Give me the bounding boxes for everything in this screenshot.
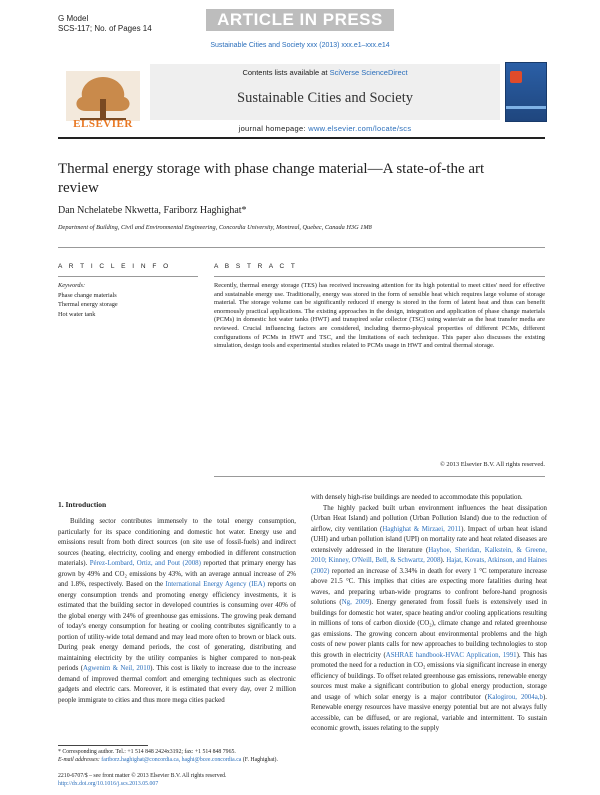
keyword-item: Thermal energy storage xyxy=(58,301,118,308)
cover-band xyxy=(506,106,546,109)
text-run: ). Renewable energy resources have massive energy potential but are not always fully accessible, can be diffused, or are regional, variable and intermittent. To sustain economic growth, issues relating to the supply xyxy=(311,693,547,732)
keyword-item: Hot water tank xyxy=(58,310,96,318)
corresponding-footnote xyxy=(58,748,296,764)
page-count: No. of Pages 14 xyxy=(94,24,152,33)
article-authors: Dan Nchelatebe Nkwetta, Fariborz Haghighat* xyxy=(58,205,247,216)
email-label: E-mail addresses: xyxy=(58,757,102,763)
keywords-block xyxy=(58,281,118,319)
paragraph: with densely high-rise buildings are needed to accommodate this population. xyxy=(311,494,523,501)
journal-homepage xyxy=(150,124,500,133)
corresponding-author: * Corresponding author. Tel.: +1 514 848 2424x3192; fax: +1 514 848 7965. xyxy=(58,749,236,755)
running-header xyxy=(58,14,152,34)
text-run: ). Energy generated from fossil fuels is extensively used in buildings for domestic hot water, space heating and/or cooling applications resulting in millions of tons of carbon dioxide (CO₂), climate change and related greenhouse gas emissions. The growing concern about environmental problems and the high costs of new power plants calls for new approaches to building technologies to stop this growth in electricity ( xyxy=(311,599,547,659)
article-title: Thermal energy storage with phase change material—A state-of-the art review xyxy=(58,161,485,196)
abstract-heading: A B S T R A C T xyxy=(214,263,298,270)
text-run: ). Impact of urban heat island (UHI) and urban pollution island (UPI) on mortality rate and heat related diseases are extensively addressed in the literature ( xyxy=(311,525,547,554)
citation-link[interactable]: Haghighat & Mirzaei, 2011 xyxy=(382,525,462,533)
text-run: ). xyxy=(440,557,447,564)
homepage-prefix: journal homepage: xyxy=(238,124,309,133)
citation-link[interactable]: Hayhoe, Sheridan, Kalkstein, & Greene, 2010; Kinney, O'Neill, Bell, & Schwartz, 2008 xyxy=(311,546,547,564)
homepage-link[interactable]: www.elsevier.com/locate/scs xyxy=(308,124,412,133)
journal-reference[interactable]: Sustainable Cities and Society xxx (2013) xxx.e1–xxx.e14 xyxy=(210,42,390,49)
citation-link[interactable]: Ng, 2009 xyxy=(341,599,370,606)
citation-link[interactable]: Pérez-Lombard, Ortiz, and Pout (2008) xyxy=(89,560,201,567)
contents-prefix: Contents lists available at xyxy=(242,68,330,77)
citation-link[interactable]: Kalogirou, 2004a,b xyxy=(487,693,543,701)
citation-link[interactable]: Agwenim & Neil, 2010 xyxy=(83,665,151,672)
article-in-press-banner: ARTICLE IN PRESS xyxy=(206,9,394,31)
sciencedirect-link[interactable]: SciVerse ScienceDirect xyxy=(329,68,408,77)
citation-link[interactable]: Hajat, Kovats, Atkinson, and Haines (2002) xyxy=(311,557,547,575)
text-run: Building sector contributes immensely to the total energy consumption, particularly for its space conditioning and domestic hot water. Energy use and emissions result from both direct sources (on site use of fossil-fuels) and indirect sources (heating, electricity, cooling and energy embodied in different construction materials). xyxy=(58,518,296,567)
contents-line xyxy=(150,68,500,77)
journal-cover-image xyxy=(505,62,547,122)
issn-line: 2210-6707/$ – see front matter © 2013 Elsevier B.V. All rights reserved. xyxy=(58,773,227,779)
publisher-name: ELSEVIER xyxy=(73,118,133,130)
author-affiliation: Department of Building, Civil and Environmental Engineering, Concordia University, Montreal, Quebec, Canada H3G 1M8 xyxy=(58,224,372,231)
abstract-bottom-divider xyxy=(214,476,545,477)
issn-footnote xyxy=(58,772,296,788)
manuscript-info xyxy=(58,24,152,34)
citation-link[interactable]: International Energy Agency (IEA) xyxy=(165,581,266,588)
text-run: reported an increase of 3.34% in death for every 1 °C temperature increase above 21.5 °C. This implies that cities are expecting more fatalities during heat waves, and preparing urban-wide programs to confront before-hand prognosis solutions ( xyxy=(311,567,547,606)
title-divider xyxy=(58,247,545,248)
text-run: reports on energy consumption trends and promoting energy efficiency investments, it is estimated that the building sector in developed countries is consuming over 40% of the global energy with 24% of greenhouse gas emissions. The growing peak demand of today's energy consumption for heating or cooling contributes significantly to a portion of utility-wide total demand and may lead more often to brown or black outs. During peak energy demand periods, the cost of generating, distributing and maintaining electricity by the utility companies is higher compared to non-peak periods ( xyxy=(58,581,296,672)
cover-emblem xyxy=(510,71,522,83)
email-suffix: (F. Haghighat). xyxy=(242,757,278,763)
email-line xyxy=(58,756,296,764)
gmodel-label: G Model xyxy=(58,14,89,23)
paragraph xyxy=(311,504,547,735)
body-column-left xyxy=(58,517,296,706)
text-run: ). This cost is likely to increase due to the increase demand of improved thermal comfort and emerging techniques such as electronic gadgets and electric cars. Moreover, it is estimated that every day, over 2 million people immigrate to cities and thus more mega cities packed xyxy=(58,665,296,704)
manuscript-id: SCS-117; xyxy=(58,24,93,33)
section-heading-introduction: 1. Introduction xyxy=(58,500,107,509)
footnote-divider xyxy=(58,745,148,746)
copyright-line: © 2013 Elsevier B.V. All rights reserved. xyxy=(439,461,545,468)
doi-link[interactable]: http://dx.doi.org/10.1016/j.scs.2013.05.007 xyxy=(58,781,159,787)
body-column-right xyxy=(311,493,547,735)
article-info-divider xyxy=(58,276,198,277)
keyword-item: Phase change materials xyxy=(58,291,117,299)
masthead-divider xyxy=(58,137,545,139)
abstract-text: Recently, thermal energy storage (TES) has received increasing attention for its high potential to meet cities' need for effective and sustainable energy use. Traditionally, energy was stored in the form of sensible heat which requires large volume of storage material. The storage volume can be significantly reduced if energy is stored in the form of latent heat and thus can benefit enormously practical applications. The existing approaches in the design, integration and application of phase change materials (PCMs) in domestic hot water tanks (HWT) and transpired solar collector (TSC) using water/air as the heat transfer media are reviewed. Crucial influencing factors are considered, including thermo-physical properties of different PCMs, different configurations of PCMs in HWT and TSC, and the limitations of each technique. This paper also discusses the existing simulation, design tools and experimental studies related to PCMs usage in HWT and central thermal storage. xyxy=(214,282,545,350)
keywords-label: Keywords: xyxy=(58,282,86,289)
paragraph xyxy=(58,517,296,706)
article-info-heading: A R T I C L E I N F O xyxy=(58,263,171,270)
text-run: ). This has promoted the need for a reduction in CO₂ emissions via significant increase in energy efficiency of buildings. To offset related greenhouse gas emissions, renewable energy sources must make a significant contribution to global energy production, storage and usage of which solar energy is a major contributor ( xyxy=(311,651,547,701)
text-run: The highly packed built urban environment influences the heat dissipation (Urban Heat Island) and pollution (Urban Pollution Island) due to the reduction of airflow, city ventilation ( xyxy=(311,504,547,533)
abstract-divider xyxy=(214,276,545,277)
email-links[interactable]: fariborz.haghighat@concordia.ca, haghi@bcee.concordia.ca xyxy=(101,757,242,763)
citation-link[interactable]: ASHRAE handbook-HVAC Application, 1991 xyxy=(385,651,517,659)
text-run: reported that primary energy has grown by 49% and CO₂ emissions by 43%, with an average annual increase of 2% and 1.8%, respectively. Based on the xyxy=(58,560,296,588)
journal-title: Sustainable Cities and Society xyxy=(237,90,413,106)
